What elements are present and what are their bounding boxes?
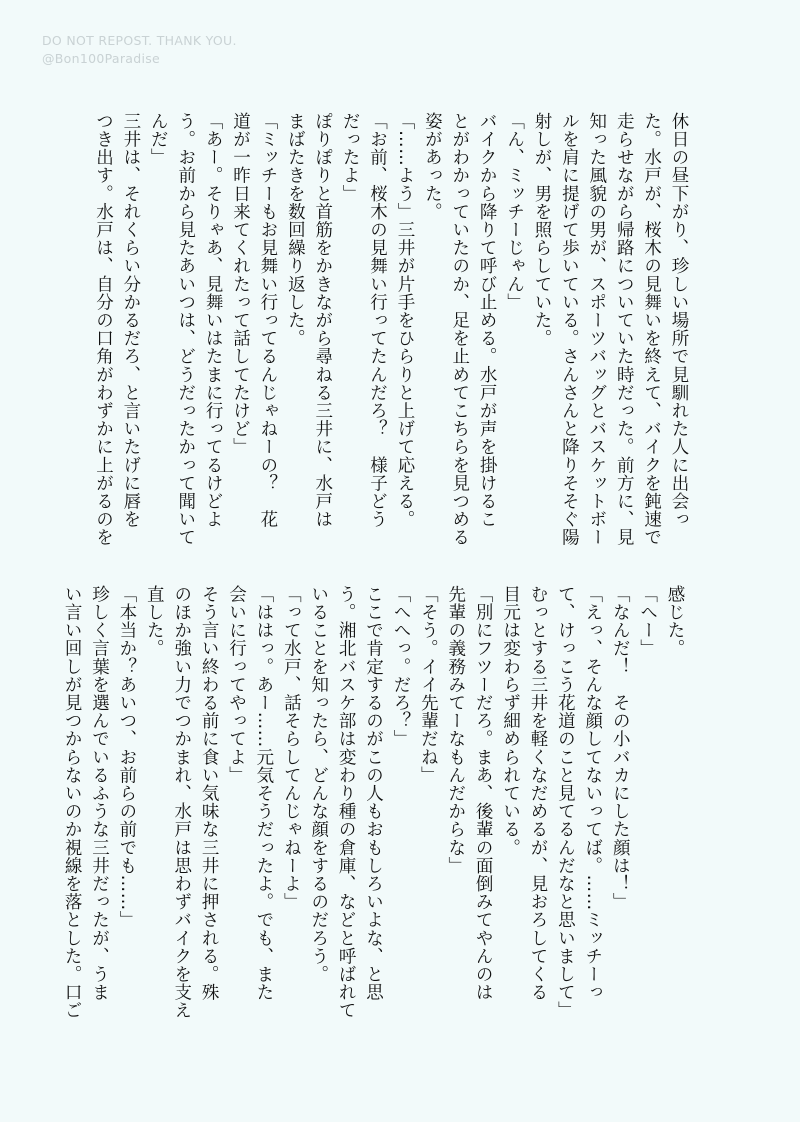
text-line: ルを肩に提げて歩いている。さんさんと降りそそぐ陽 <box>559 112 580 547</box>
text-line: う。湘北バスケ部は変わり種の倉庫、などと呼ばれて <box>336 585 357 1020</box>
text-line: て、けっこう花道のこと見てるんだなと思いまして」 <box>555 585 576 1020</box>
text-line: 「えっ、そんな顔してないってば。……ミッチーっ <box>582 585 603 1002</box>
text-line: 「あー。そりゃあ、見舞いはたまに行ってるけどよ <box>203 112 224 529</box>
text-line: 道が一昨日来てくれたって話してたけど」 <box>230 112 251 456</box>
text-line: ここで肯定するのがこの人もおもしろいよな、と思 <box>363 585 384 1002</box>
story-text-upper <box>92 112 692 567</box>
text-line: 走らせながら帰路についていた時だった。前方に、見 <box>614 112 635 547</box>
text-line: いることを知ったら、どんな顔をするのだろう。 <box>308 585 329 984</box>
text-line: 「ははっ。あー……元気そうだったよ。でも、また <box>253 585 274 1002</box>
text-line: そう言い終わる前に食い気味な三井に押される。殊 <box>199 585 220 1002</box>
text-line: とがわかっていたのか、足を止めてこちらを見つめる <box>449 112 470 547</box>
text-line: 「ミッチーもお見舞い行ってるんじゃねーの？ 花 <box>257 112 278 529</box>
watermark-notice: DO NOT REPOST. THANK YOU. <box>42 33 237 48</box>
watermark-handle: @Bon100Paradise <box>42 51 161 66</box>
text-line: 三井は、それくらい分かるだろ、と言いたげに唇を <box>120 112 141 529</box>
text-line: バイクから降りて呼び止める。水戸が声を掛けるこ <box>477 112 498 529</box>
text-line: 「ん、ミッチーじゃん」 <box>504 112 525 312</box>
text-line: た。水戸が、桜木の見舞いを終えて、バイクを鈍速で <box>641 112 662 547</box>
text-line: 直した。 <box>144 585 165 658</box>
text-line: 「本当か？あいつ、お前らの前でも……」 <box>116 585 137 929</box>
text-line: 「お前、桜木の見舞い行ってたんだろ？ 様子どう <box>367 112 388 529</box>
text-line: い言い回しが見つからないのか視線を落とした。口ご <box>62 585 83 1020</box>
text-line: だったよ」 <box>340 112 361 203</box>
repost-watermark <box>42 32 237 68</box>
text-line: 知った風貌の男が、スポーツバッグとバスケットボー <box>586 112 607 547</box>
text-line: 会いに行ってやってよ」 <box>226 585 247 785</box>
text-line: むっとする三井を軽くなだめるが、見おろしてくる <box>527 585 548 1002</box>
text-line: 休日の昼下がり、珍しい場所で見馴れた人に出会っ <box>669 112 689 529</box>
text-line: 「へへっ。だろ？」 <box>390 585 411 748</box>
text-line: のほか強い力でつかまれ、水戸は思わずバイクを支え <box>171 585 192 1020</box>
text-line: んだ」 <box>148 112 169 167</box>
text-line: 「って水戸、話そらしてんじゃねーよ」 <box>281 585 302 911</box>
text-line: 射しが、男を照らしていた。 <box>531 112 552 348</box>
text-line: 姿があった。 <box>422 112 443 221</box>
text-line: 「なんだ！ その小バカにした顔は！」 <box>610 585 631 911</box>
text-line: 珍しく言葉を選んでいるふうな三井だったが、うま <box>89 585 110 1002</box>
story-text-lower <box>62 585 688 1040</box>
text-line: う。お前から見たあいつは、どうだったかって聞いて <box>175 112 196 547</box>
text-line: つき出す。水戸は、自分の口角がわずかに上がるのを <box>93 112 114 547</box>
text-line: 感じた。 <box>665 585 685 658</box>
text-line: 「へー」 <box>637 585 658 658</box>
text-line: 先輩の義務みてーなもんだからな」 <box>445 585 466 875</box>
text-line: まばたきを数回繰り返した。 <box>285 112 306 348</box>
text-line: 「……よう」三井が片手をひらりと上げて応える。 <box>394 112 415 529</box>
text-line: 目元は変わらず細められている。 <box>500 585 521 857</box>
text-line: ぽりぽりと首筋をかきながら尋ねる三井に、水戸は <box>312 112 333 529</box>
text-line: 「別にフツーだろ。まあ、後輩の面倒みてやんのは <box>473 585 494 1002</box>
text-line: 「そう。イイ先輩だね」 <box>418 585 439 785</box>
